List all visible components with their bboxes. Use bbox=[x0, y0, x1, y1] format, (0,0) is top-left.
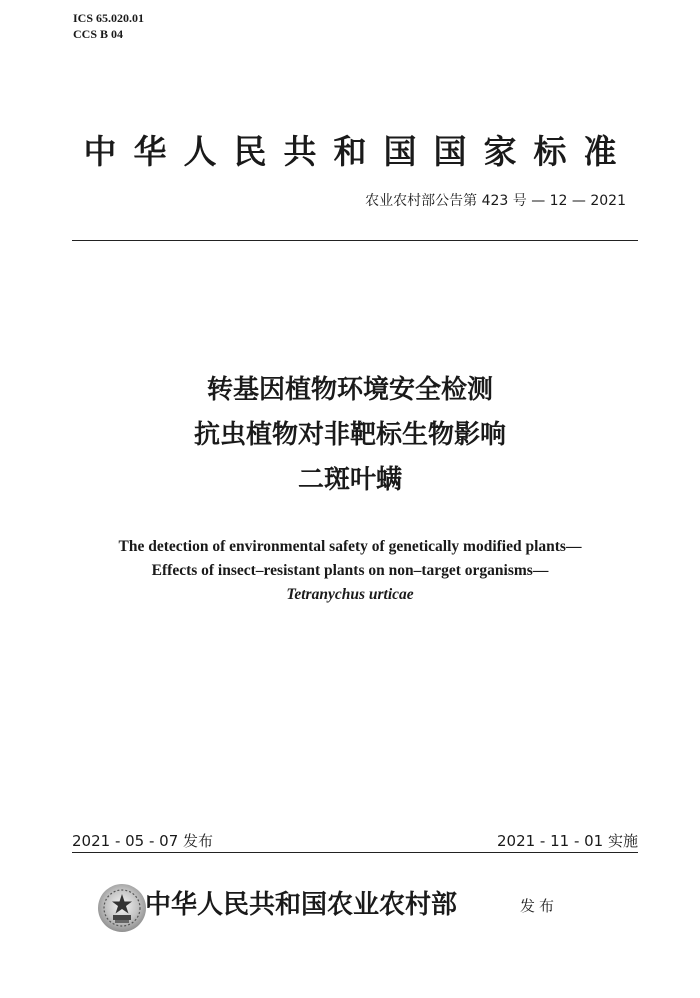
issuer-suffix: 发布 bbox=[520, 897, 559, 915]
ccs-code: CCS B 04 bbox=[73, 27, 124, 41]
classification-codes bbox=[73, 10, 144, 42]
issue-date: 2021 - 05 - 07 发布 bbox=[72, 832, 214, 850]
chinese-title-line-2: 抗虫植物对非靶标生物影响 bbox=[193, 420, 506, 450]
ics-code: ICS 65.020.01 bbox=[73, 11, 145, 25]
english-title bbox=[0, 535, 700, 607]
standard-number: 农业农村部公告第 423 号 — 12 — 2021 bbox=[365, 193, 626, 209]
issuer-name: 中华人民共和国农业农村部 bbox=[145, 890, 458, 920]
english-title-line-1: The detection of environmental safety of genetically modified plants— bbox=[118, 538, 582, 555]
chinese-title-line-1: 转基因植物环境安全检测 bbox=[206, 375, 493, 405]
english-title-line-3: Tetranychus urticae bbox=[286, 586, 414, 603]
english-title-line-2: Effects of insect–resistant plants on non–target organisms— bbox=[151, 562, 549, 579]
bottom-divider bbox=[72, 852, 638, 853]
chinese-title-line-3: 二斑叶螨 bbox=[297, 465, 402, 495]
national-emblem-icon bbox=[95, 881, 149, 935]
chinese-title bbox=[0, 368, 700, 503]
implementation-date: 2021 - 11 - 01 实施 bbox=[496, 832, 638, 850]
top-divider bbox=[72, 240, 638, 241]
standard-title: 中华人民共和国国家标准 bbox=[83, 132, 634, 171]
